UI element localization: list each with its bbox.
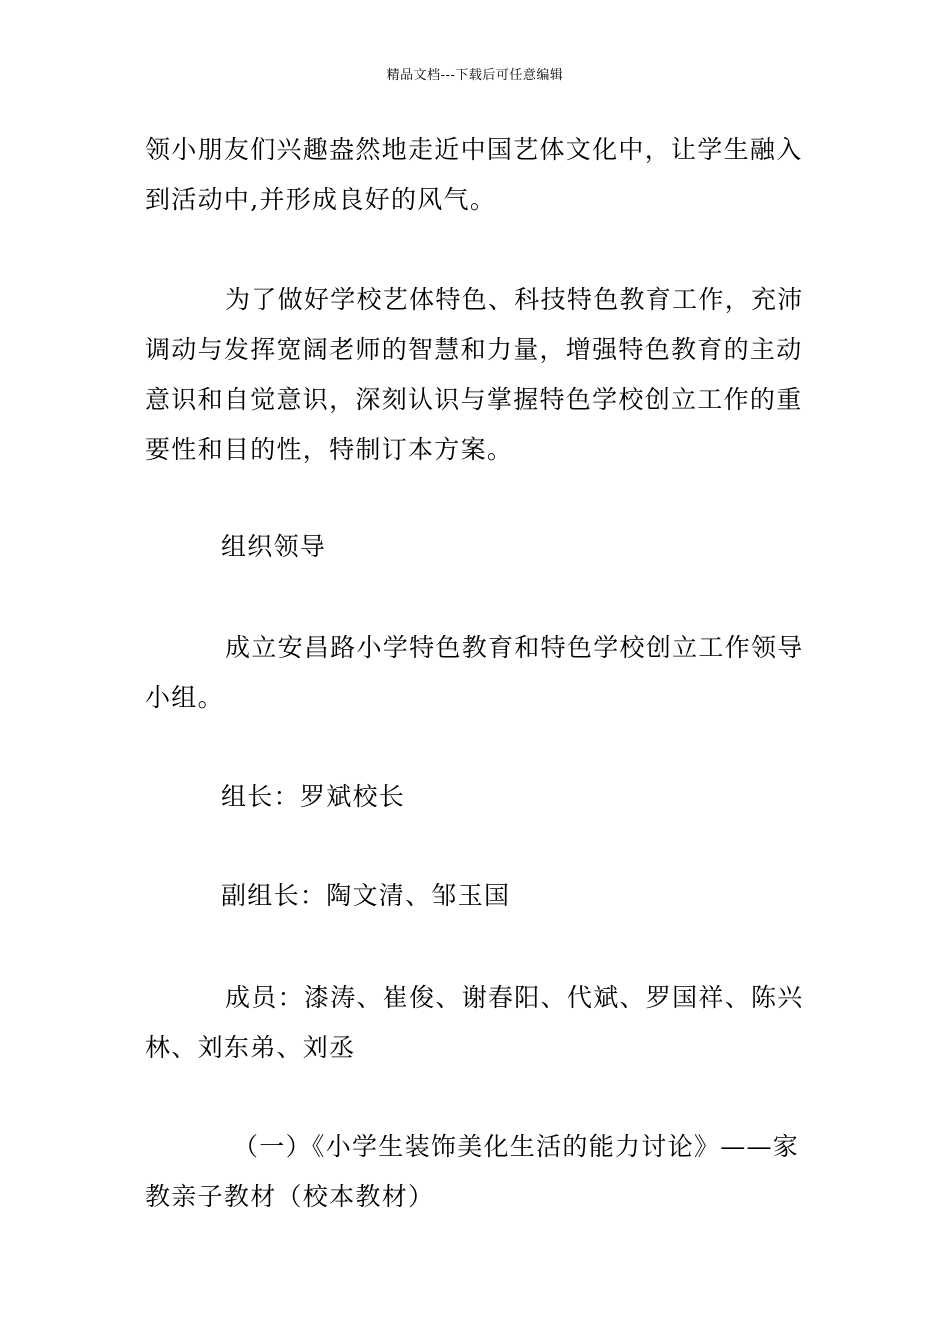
paragraph-line: 为了做好学校艺体特色、科技特色教育工作，充沛 (225, 285, 804, 314)
paragraph-line: 成立安昌路小学特色教育和特色学校创立工作领导 (225, 633, 804, 662)
item-title-line: （一）《小学生装饰美化生活的能力讨论》——家 (233, 1132, 800, 1161)
members-line: 林、刘东弟、刘丞 (145, 1033, 356, 1062)
group-leader-line: 组长：罗斌校长 (221, 782, 406, 811)
item-title-line: 教亲子教材（校本教材） (145, 1182, 435, 1211)
page-header: 精品文档---下载后可任意编辑 (386, 68, 564, 83)
paragraph-line: 意识和自觉意识，深刻认识与掌握特色学校创立工作的重 (145, 385, 803, 414)
paragraph-line: 调动与发挥宽阔老师的智慧和力量，增强特色教育的主动 (145, 335, 803, 364)
paragraph-line: 领小朋友们兴趣盎然地走近中国艺体文化中，让学生融入 (145, 135, 803, 164)
paragraph-line: 要性和目的性，特制订本方案。 (145, 435, 514, 464)
paragraph-line: 到活动中,并形成良好的风气。 (145, 185, 497, 214)
section-heading: 组织领导 (221, 532, 327, 561)
deputy-leader-line: 副组长：陶文清、邹玉国 (221, 881, 511, 910)
paragraph-line: 小组。 (145, 683, 224, 712)
members-line: 成员：漆涛、崔俊、谢春阳、代斌、罗国祥、陈兴 (225, 983, 804, 1012)
